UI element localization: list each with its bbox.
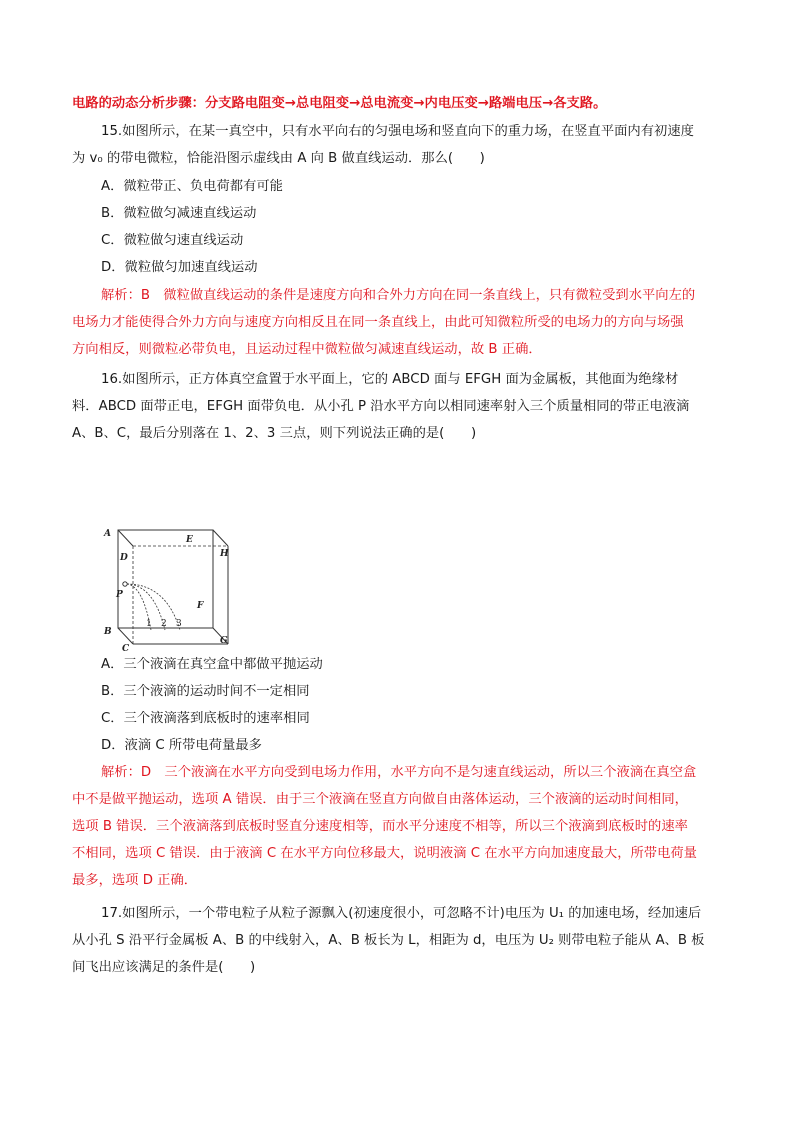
q16-stem-line2: 料．ABCD 面带正电，EFGH 面带负电．从小孔 P 沿水平方向以相同速率射入三个质量相同的带正电液滴: [72, 399, 690, 414]
q17-stem-line2: 从小孔 S 沿平行金属板 A、B 的中线射入，A、B 板长为 L，相距为 d，电压为 U₂ 则带电粒子能从 A、B 板: [72, 933, 705, 948]
edge-bc: [118, 628, 133, 644]
q16-option-a: A．三个液滴在真空盒中都做平抛运动: [101, 657, 323, 672]
q16-stem-line1: 16.如图所示，正方体真空盒置于水平面上，它的 ABCD 面与 EFGH 面为金属板，其他面为绝缘材: [101, 372, 679, 387]
label-e: E: [186, 535, 193, 545]
q16-analysis-line4: 不相同，选项 C 错误．由于液滴 C 在水平方向位移最大，说明液滴 C 在水平方向加速度最大，所带电荷量: [72, 846, 697, 861]
dynamic-analysis-steps: 电路的动态分析步骤：分支路电阻变→总电阻变→总电流变→内电压变→路端电压→各支路。: [72, 96, 607, 111]
label-point-2: 2: [161, 619, 167, 629]
q15-option-c: C．微粒做匀速直线运动: [101, 233, 244, 248]
q16-stem-line3: A、B、C，最后分别落在 1、2、3 三点，则下列说法正确的是( ): [72, 426, 477, 441]
q15-option-d: D．微粒做匀加速直线运动: [101, 260, 258, 275]
label-c: C: [122, 644, 130, 652]
q15-analysis-line1: 解析：B 微粒做直线运动的条件是速度方向和合外力方向在同一条直线上，只有微粒受到水平向左的: [101, 288, 696, 303]
q16-option-d: D．液滴 C 所带电荷量最多: [101, 738, 262, 753]
label-b: B: [104, 627, 112, 637]
q15-stem-line1: 15.如图所示，在某一真空中，只有水平向右的匀强电场和竖直向下的重力场，在竖直平面内有初速度: [101, 124, 694, 139]
q15-analysis-line3: 方向相反，则微粒必带负电，且运动过程中微粒做匀减速直线运动，故 B 正确．: [72, 342, 542, 357]
q17-stem-line1: 17.如图所示，一个带电粒子从粒子源飘入(初速度很小，可忽略不计)电压为 U₁ 的加速电场，经加速后: [101, 906, 702, 921]
q16-option-b: B．三个液滴的运动时间不一定相同: [101, 684, 310, 699]
q17-stem-line3: 间飞出应该满足的条件是( ): [72, 960, 256, 975]
edge-ad: [118, 530, 133, 546]
label-d: D: [120, 553, 128, 563]
label-h: H: [220, 549, 229, 559]
q15-option-b: B．微粒做匀减速直线运动: [101, 206, 257, 221]
label-p: P: [116, 590, 123, 600]
edge-eh: [213, 530, 228, 546]
hole-p: [123, 582, 127, 586]
label-a: A: [104, 529, 111, 539]
q16-analysis-line2: 中不是做平抛运动，选项 A 错误．由于三个液滴在竖直方向做自由落体运动，三个液滴的运动时间相同，: [72, 792, 688, 807]
trajectory-3: [127, 584, 180, 630]
q15-option-a: A．微粒带正、负电荷都有可能: [101, 179, 283, 194]
q16-option-c: C．三个液滴落到底板时的速率相同: [101, 711, 310, 726]
q15-analysis-line2: 电场力才能使得合外力方向与速度方向相反且在同一条直线上，由此可知微粒所受的电场力的方向与场强: [72, 315, 684, 330]
vacuum-box-figure: [98, 522, 238, 652]
q16-analysis-line5: 最多，选项 D 正确．: [72, 873, 198, 888]
label-g: G: [220, 636, 228, 646]
label-point-1: 1: [146, 619, 152, 629]
q15-stem-line2: 为 v₀ 的带电微粒，恰能沿图示虚线由 A 向 B 做直线运动．那么( ): [72, 151, 485, 166]
label-f: F: [197, 601, 204, 611]
q16-analysis-line3: 选项 B 错误．三个液滴落到底板时竖直分速度相等，而水平分速度不相等，所以三个液滴到底板时的速率: [72, 819, 688, 834]
label-point-3: 3: [176, 619, 182, 629]
vacuum-box-diagram: [98, 522, 238, 652]
q16-analysis-line1: 解析：D 三个液滴在水平方向受到电场力作用，水平方向不是匀速直线运动，所以三个液滴在真空盒: [101, 765, 697, 780]
